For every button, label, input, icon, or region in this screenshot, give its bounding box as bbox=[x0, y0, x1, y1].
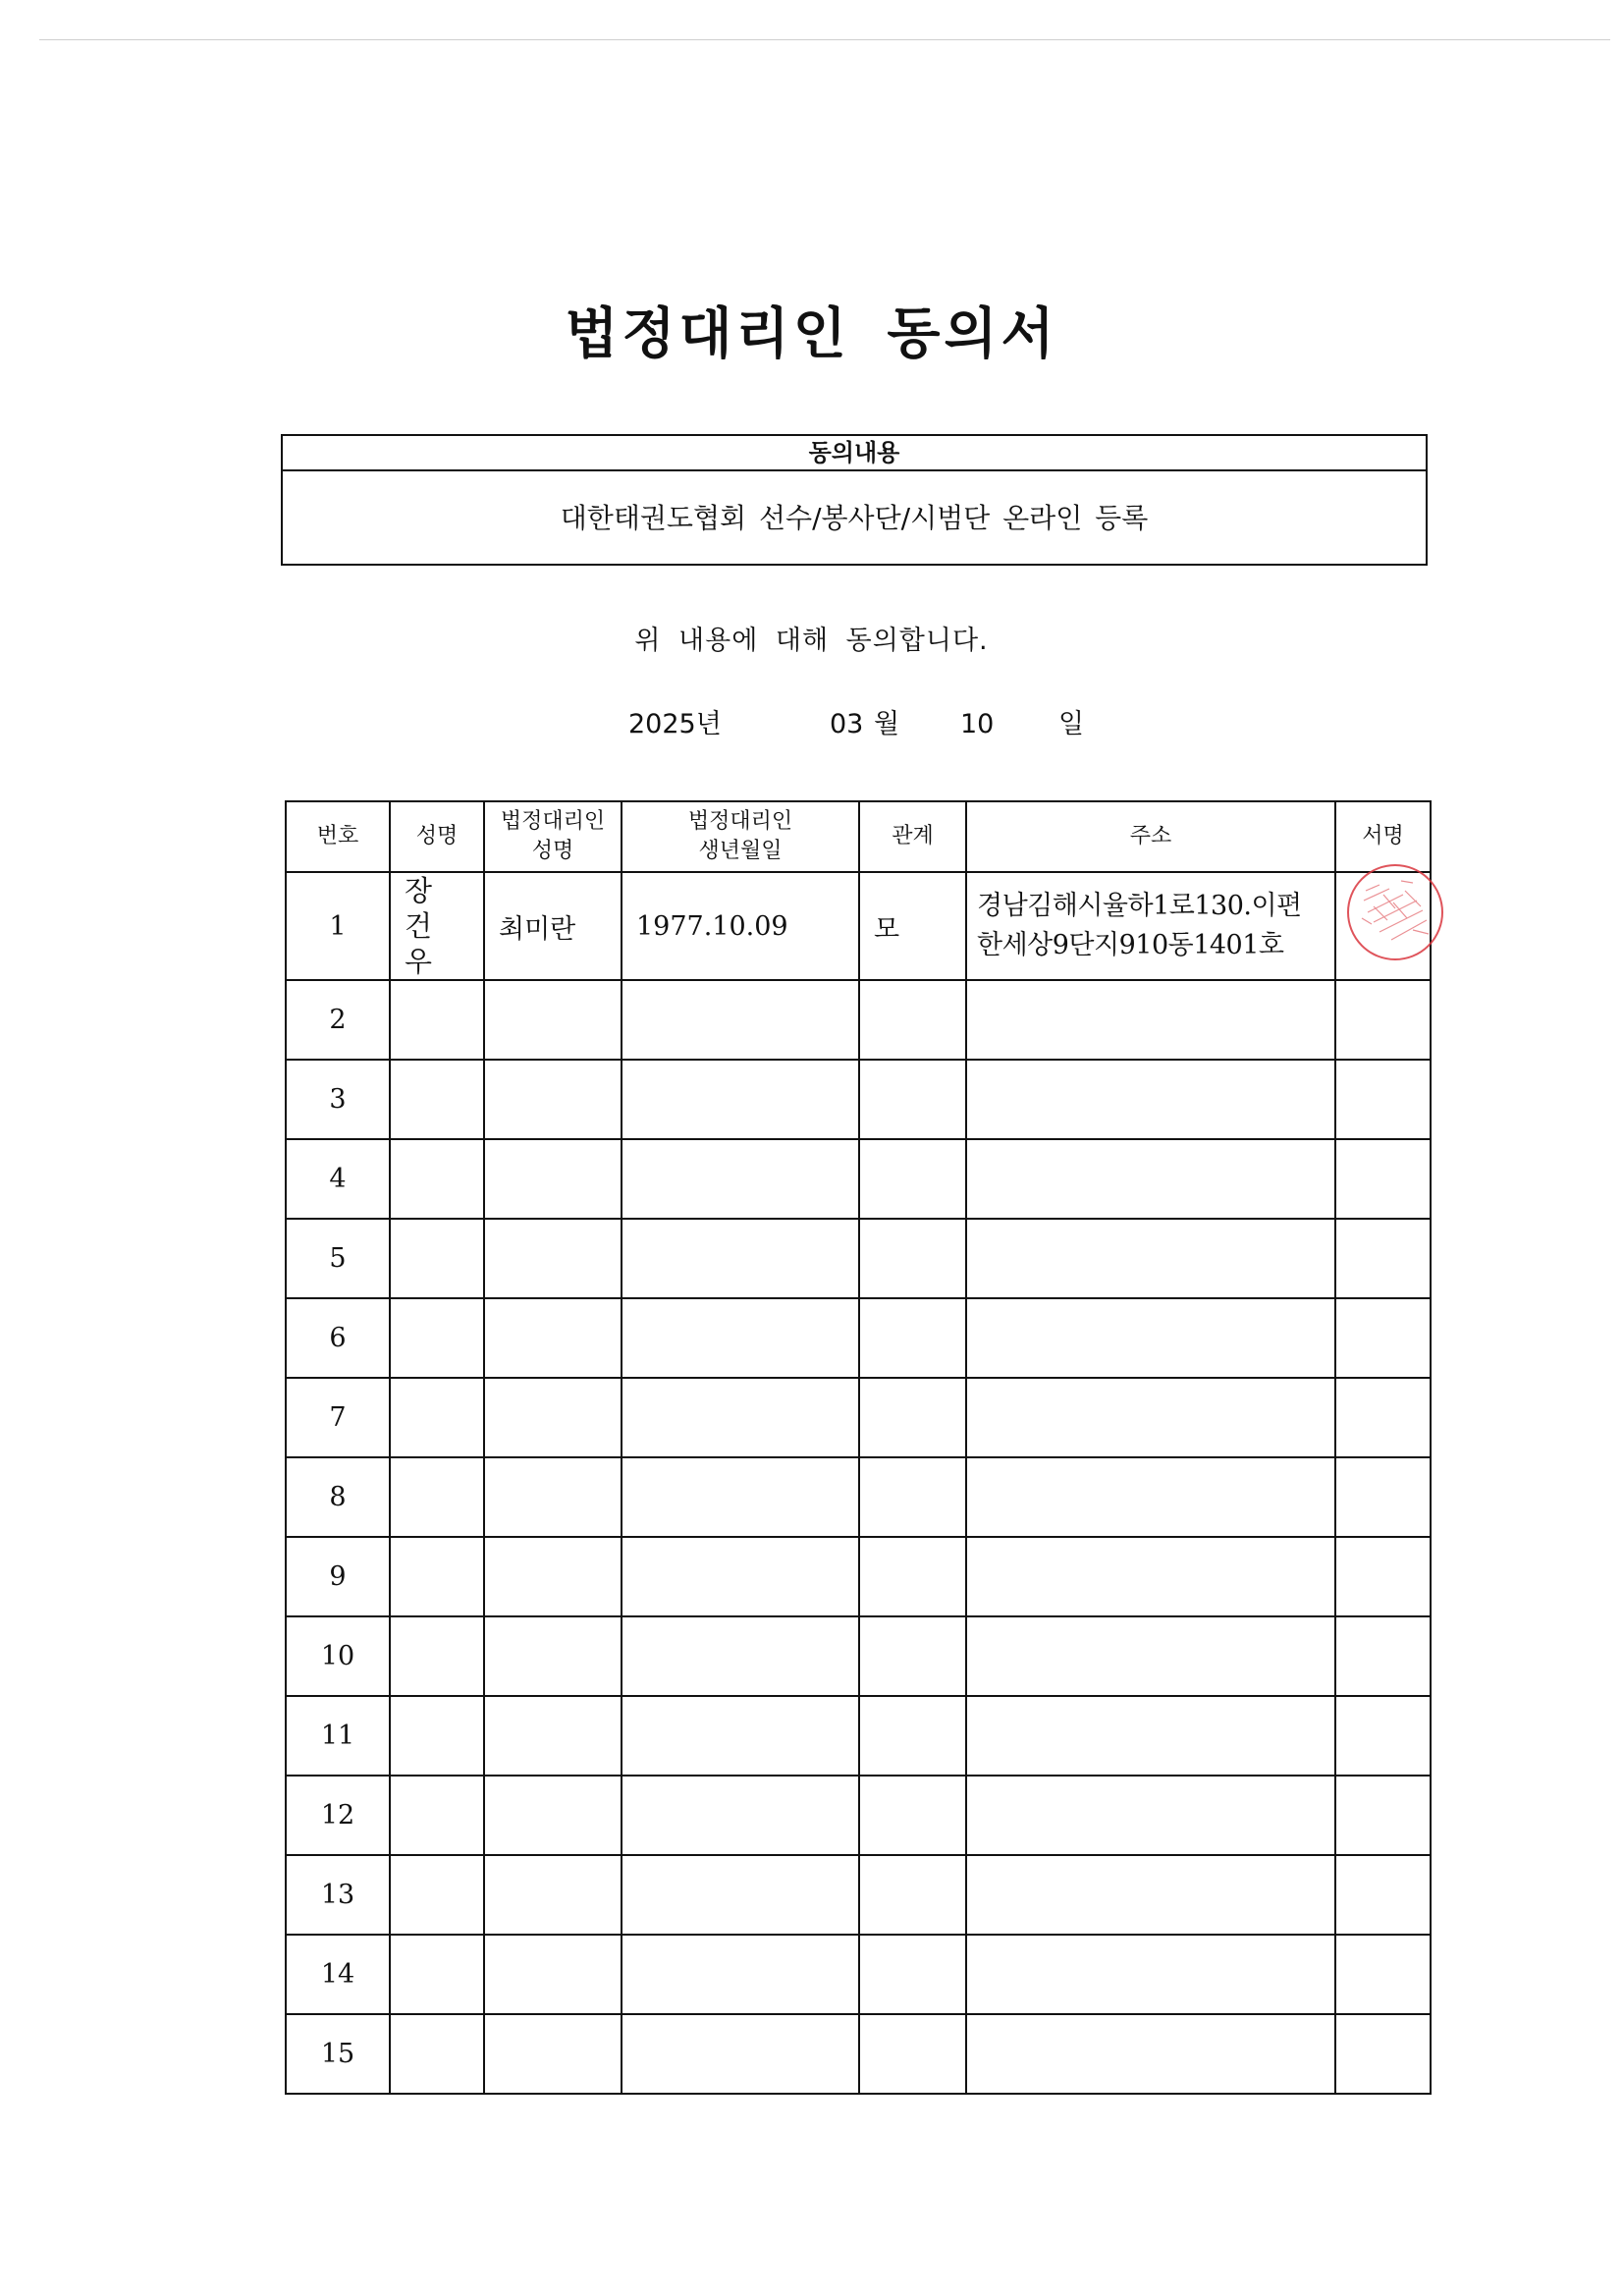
row-signature bbox=[1335, 980, 1431, 1060]
row-number: 10 bbox=[286, 1616, 390, 1696]
row-address bbox=[966, 1378, 1335, 1457]
table-row bbox=[286, 1616, 1431, 1696]
row-guardian-birth bbox=[622, 1616, 859, 1696]
row-name bbox=[390, 1776, 484, 1855]
row-number: 5 bbox=[286, 1219, 390, 1298]
consent-box bbox=[281, 434, 1428, 566]
row-guardian-birth: 1977.10.09 bbox=[622, 872, 859, 980]
row-address bbox=[966, 1060, 1335, 1139]
row-address bbox=[966, 1298, 1335, 1378]
row-guardian-birth bbox=[622, 1696, 859, 1776]
row-relation bbox=[859, 1855, 966, 1935]
table-row bbox=[286, 2014, 1431, 2094]
row-relation bbox=[859, 1696, 966, 1776]
row-guardian-birth bbox=[622, 1378, 859, 1457]
row-name bbox=[390, 1219, 484, 1298]
table-row bbox=[286, 1298, 1431, 1378]
row-signature bbox=[1335, 1855, 1431, 1935]
row-guardian-birth bbox=[622, 1935, 859, 2014]
guardian-table bbox=[285, 800, 1432, 2095]
row-relation bbox=[859, 1935, 966, 2014]
row-signature bbox=[1335, 1219, 1431, 1298]
row-guardian-name bbox=[484, 1298, 622, 1378]
table-row bbox=[286, 1457, 1431, 1537]
row-number: 9 bbox=[286, 1537, 390, 1616]
row-address-line1: 경남김해시율하1로130.이편 bbox=[977, 891, 1302, 921]
row-guardian-name: 최미란 bbox=[484, 872, 622, 980]
row-number: 1 bbox=[286, 872, 390, 980]
row-guardian-birth bbox=[622, 980, 859, 1060]
row-address bbox=[966, 1537, 1335, 1616]
row-guardian-name bbox=[484, 1219, 622, 1298]
row-name bbox=[390, 1139, 484, 1219]
row-signature bbox=[1335, 1378, 1431, 1457]
row-guardian-birth bbox=[622, 1298, 859, 1378]
row-guardian-birth bbox=[622, 1060, 859, 1139]
row-address bbox=[966, 1855, 1335, 1935]
header-guardian-birth-line2: 생년월일 bbox=[698, 839, 783, 863]
row-guardian-birth bbox=[622, 1537, 859, 1616]
row-relation bbox=[859, 1378, 966, 1457]
row-name bbox=[390, 1537, 484, 1616]
row-relation bbox=[859, 1537, 966, 1616]
table-row bbox=[286, 980, 1431, 1060]
row-guardian-birth bbox=[622, 1855, 859, 1935]
row-address bbox=[966, 980, 1335, 1060]
header-signature: 서명 bbox=[1335, 801, 1431, 872]
row-address bbox=[966, 872, 1335, 980]
row-guardian-name bbox=[484, 2014, 622, 2094]
row-number: 3 bbox=[286, 1060, 390, 1139]
header-address: 주소 bbox=[966, 801, 1335, 872]
row-guardian-birth bbox=[622, 1776, 859, 1855]
row-address bbox=[966, 1219, 1335, 1298]
header-no: 번호 bbox=[286, 801, 390, 872]
seal-stamp bbox=[1344, 861, 1446, 963]
row-relation bbox=[859, 1457, 966, 1537]
row-number: 15 bbox=[286, 2014, 390, 2094]
scan-edge-line bbox=[39, 39, 1610, 40]
row-guardian-birth bbox=[622, 1219, 859, 1298]
row-number: 7 bbox=[286, 1378, 390, 1457]
row-name-line1: 장 건 bbox=[405, 874, 447, 943]
row-name bbox=[390, 1696, 484, 1776]
table-row bbox=[286, 872, 1431, 980]
row-signature bbox=[1335, 1457, 1431, 1537]
row-guardian-name bbox=[484, 1776, 622, 1855]
row-guardian-birth bbox=[622, 1139, 859, 1219]
header-guardian-name-line2: 성명 bbox=[531, 839, 574, 863]
row-relation bbox=[859, 1616, 966, 1696]
table-row bbox=[286, 1537, 1431, 1616]
row-address-line2: 한세상9단지910동1401호 bbox=[977, 930, 1284, 960]
row-number: 12 bbox=[286, 1776, 390, 1855]
row-signature bbox=[1335, 1935, 1431, 2014]
row-number: 4 bbox=[286, 1139, 390, 1219]
row-signature bbox=[1335, 1616, 1431, 1696]
row-guardian-name bbox=[484, 1537, 622, 1616]
date-year: 2025년 bbox=[628, 709, 722, 739]
row-address bbox=[966, 1776, 1335, 1855]
table-row bbox=[286, 1139, 1431, 1219]
row-relation bbox=[859, 2014, 966, 2094]
table-row bbox=[286, 1060, 1431, 1139]
row-address bbox=[966, 1696, 1335, 1776]
table-row bbox=[286, 1855, 1431, 1935]
row-name bbox=[390, 1935, 484, 2014]
table-row bbox=[286, 1776, 1431, 1855]
row-guardian-name bbox=[484, 1378, 622, 1457]
row-signature bbox=[1335, 1537, 1431, 1616]
row-signature bbox=[1335, 872, 1431, 980]
table-header-row bbox=[286, 801, 1431, 872]
row-address bbox=[966, 1616, 1335, 1696]
row-relation bbox=[859, 1139, 966, 1219]
agreement-statement: 위 내용에 대해 동의합니다. bbox=[634, 626, 989, 656]
row-name bbox=[390, 872, 484, 980]
row-guardian-name bbox=[484, 1855, 622, 1935]
row-address bbox=[966, 1935, 1335, 2014]
row-address bbox=[966, 1139, 1335, 1219]
row-relation bbox=[859, 980, 966, 1060]
date-month: 03 bbox=[830, 709, 864, 739]
table-row bbox=[286, 1696, 1431, 1776]
header-guardian-name-line1: 법정대리인 bbox=[500, 809, 606, 834]
consent-text: 대한태권도협회 선수/봉사단/시범단 온라인 등록 bbox=[560, 502, 1149, 534]
row-relation bbox=[859, 1776, 966, 1855]
row-name bbox=[390, 1298, 484, 1378]
row-relation bbox=[859, 1060, 966, 1139]
date-day-unit: 일 bbox=[1058, 709, 1085, 739]
date-day: 10 bbox=[960, 709, 995, 739]
header-guardian-birth-line1: 법정대리인 bbox=[687, 809, 793, 834]
table-row bbox=[286, 1219, 1431, 1298]
table-row bbox=[286, 1378, 1431, 1457]
row-number: 6 bbox=[286, 1298, 390, 1378]
header-guardian-name bbox=[484, 801, 622, 872]
row-name bbox=[390, 1616, 484, 1696]
row-relation bbox=[859, 1219, 966, 1298]
row-signature bbox=[1335, 1298, 1431, 1378]
row-number: 14 bbox=[286, 1935, 390, 2014]
row-guardian-name bbox=[484, 980, 622, 1060]
table-row bbox=[286, 1935, 1431, 2014]
row-signature bbox=[1335, 1776, 1431, 1855]
row-name-line2: 우 bbox=[405, 945, 447, 978]
row-name bbox=[390, 2014, 484, 2094]
row-relation bbox=[859, 1298, 966, 1378]
row-relation: 모 bbox=[859, 872, 966, 980]
row-address bbox=[966, 2014, 1335, 2094]
row-signature bbox=[1335, 1060, 1431, 1139]
row-guardian-name bbox=[484, 1060, 622, 1139]
row-name bbox=[390, 1457, 484, 1537]
row-guardian-name bbox=[484, 1616, 622, 1696]
row-guardian-birth bbox=[622, 1457, 859, 1537]
header-name: 성명 bbox=[390, 801, 484, 872]
row-guardian-name bbox=[484, 1139, 622, 1219]
date-month-unit: 월 bbox=[874, 709, 900, 739]
row-name bbox=[390, 1060, 484, 1139]
row-guardian-name bbox=[484, 1696, 622, 1776]
document-title: 법정대리인 동의서 bbox=[565, 302, 1058, 366]
row-guardian-name bbox=[484, 1457, 622, 1537]
row-number: 13 bbox=[286, 1855, 390, 1935]
row-number: 11 bbox=[286, 1696, 390, 1776]
row-signature bbox=[1335, 1139, 1431, 1219]
consent-header: 동의내용 bbox=[283, 436, 1426, 471]
row-guardian-name bbox=[484, 1935, 622, 2014]
row-name bbox=[390, 980, 484, 1060]
header-relation: 관계 bbox=[859, 801, 966, 872]
header-guardian-birth bbox=[622, 801, 859, 872]
row-address bbox=[966, 1457, 1335, 1537]
row-name bbox=[390, 1378, 484, 1457]
row-number: 2 bbox=[286, 980, 390, 1060]
row-name bbox=[390, 1855, 484, 1935]
row-signature bbox=[1335, 2014, 1431, 2094]
row-number: 8 bbox=[286, 1457, 390, 1537]
row-guardian-birth bbox=[622, 2014, 859, 2094]
row-signature bbox=[1335, 1696, 1431, 1776]
